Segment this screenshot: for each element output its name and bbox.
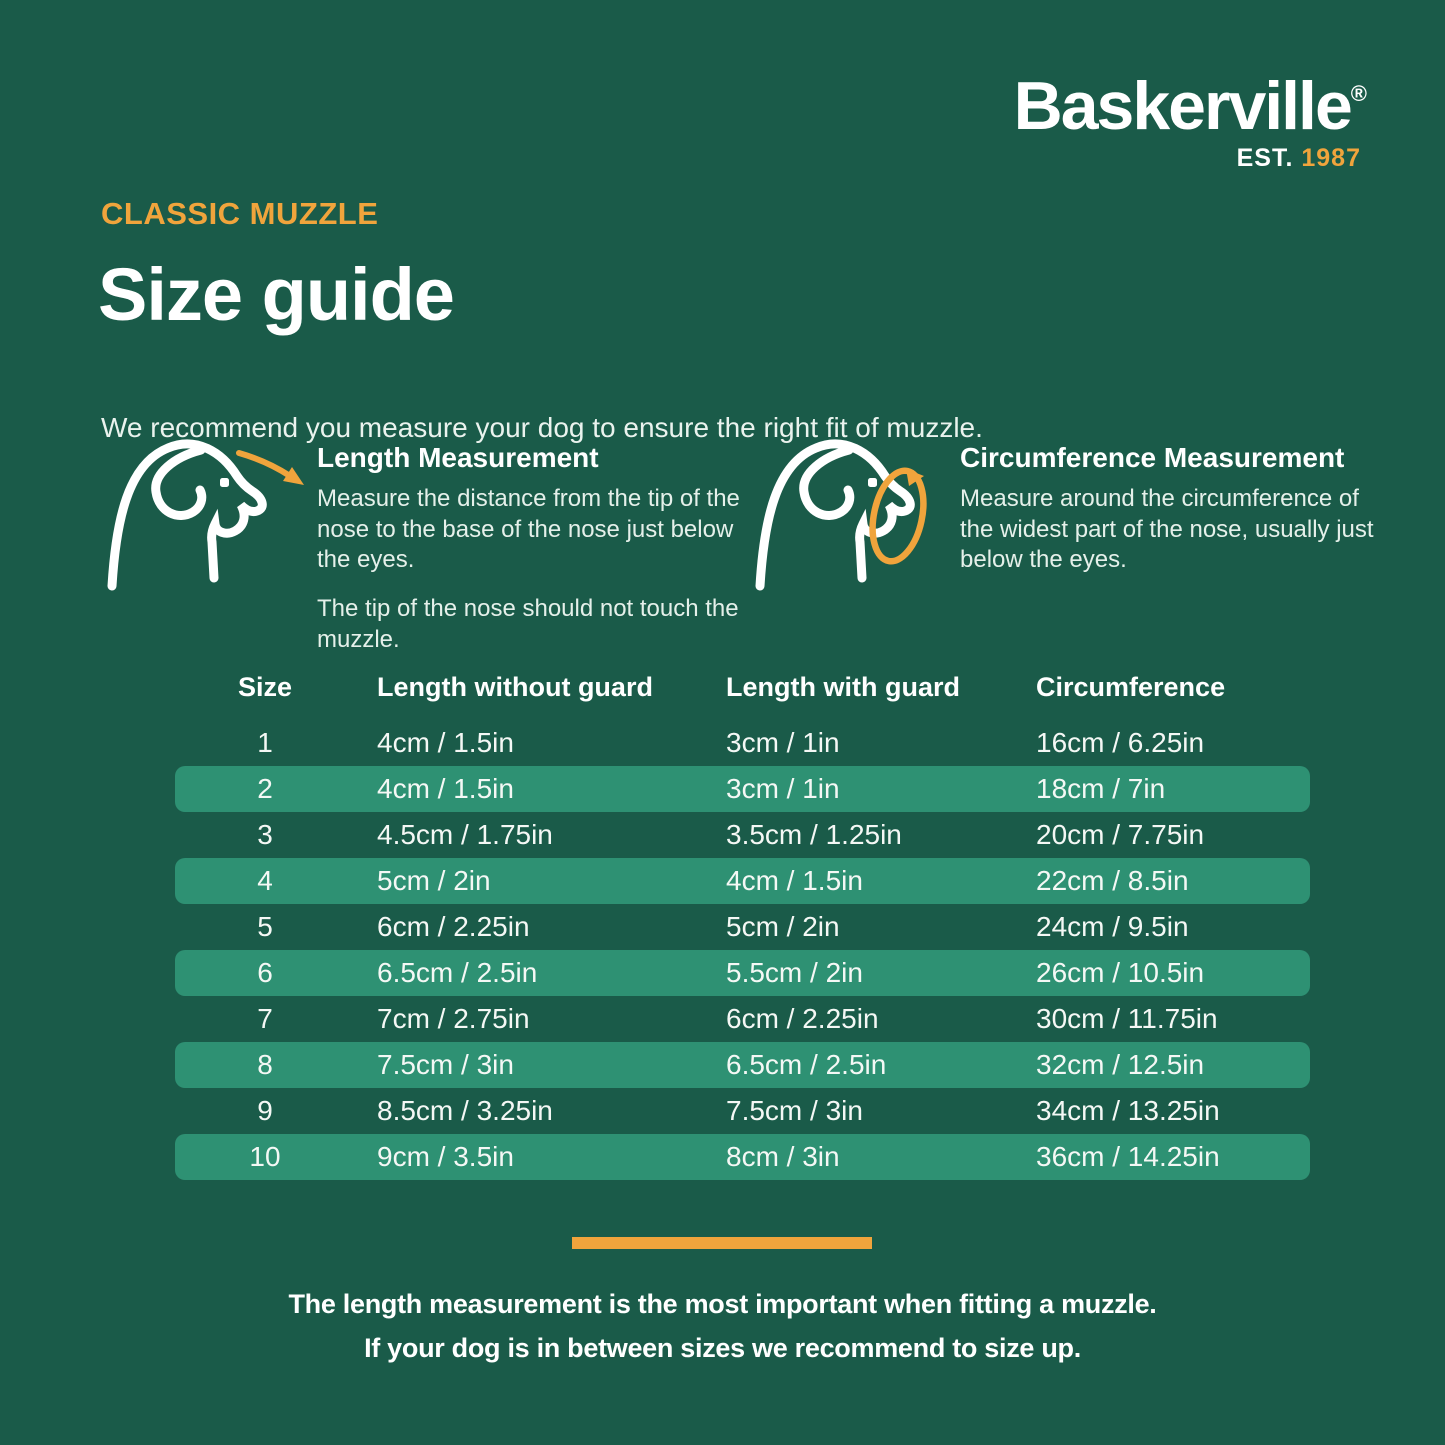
cell-length-without-guard: 6cm / 2.25in (377, 911, 530, 942)
cell-length-with-guard: 8cm / 3in (726, 1141, 840, 1172)
column-header-circumference: Circumference (1036, 671, 1226, 702)
table-row (175, 812, 1310, 858)
brand-logo (1013, 68, 1367, 173)
cell-length-without-guard: 4cm / 1.5in (377, 773, 514, 804)
cell-length-with-guard: 5cm / 2in (726, 911, 840, 942)
cell-size: 7 (257, 1003, 273, 1034)
circumference-measurement-section (960, 442, 1390, 594)
table-row (175, 996, 1310, 1042)
cell-size: 5 (257, 911, 273, 942)
cell-size: 2 (257, 773, 273, 804)
circumference-measurement-heading: Circumference Measurement (960, 442, 1345, 473)
cell-length-with-guard: 7.5cm / 3in (726, 1095, 863, 1126)
cell-length-with-guard: 3cm / 1in (726, 727, 840, 758)
registered-trademark-symbol: ® (1350, 81, 1367, 106)
cell-length-with-guard: 6.5cm / 2.5in (726, 1049, 887, 1080)
brand-name-text: Baskerville (1013, 68, 1351, 144)
size-table-header-row (175, 665, 1310, 709)
table-row (175, 1088, 1310, 1134)
est-year: 1987 (1301, 144, 1361, 172)
cell-size: 8 (257, 1049, 273, 1080)
table-row (175, 950, 1310, 996)
est-label: EST. (1236, 144, 1302, 172)
cell-circumference: 16cm / 6.25in (1036, 727, 1205, 758)
footer-note (0, 1283, 1445, 1370)
table-row (175, 904, 1310, 950)
cell-circumference: 34cm / 13.25in (1036, 1095, 1220, 1126)
length-measurement-heading: Length Measurement (317, 442, 599, 473)
circumference-measurement-paragraph: Measure around the circumference of the widest part of the nose, usually just below the eyes. (960, 485, 1374, 574)
dog-head-circumference-loop-icon (752, 428, 972, 598)
table-row (175, 1042, 1310, 1088)
cell-length-without-guard: 6.5cm / 2.5in (377, 957, 538, 988)
size-table-rows (175, 720, 1310, 1180)
cell-circumference: 30cm / 11.75in (1036, 1003, 1218, 1034)
length-measurement-section (317, 442, 747, 674)
cell-length-with-guard: 6cm / 2.25in (726, 1003, 879, 1034)
cell-length-without-guard: 4.5cm / 1.75in (377, 819, 553, 850)
cell-length-without-guard: 8.5cm / 3.25in (377, 1095, 553, 1126)
column-header-length-without-guard: Length without guard (377, 671, 653, 702)
footer-accent-divider (572, 1237, 872, 1249)
cell-length-with-guard: 3cm / 1in (726, 773, 840, 804)
cell-size: 10 (249, 1141, 281, 1172)
brand-logo-wordmark (1013, 68, 1367, 144)
dog-head-length-arrow-icon (104, 428, 324, 598)
cell-circumference: 22cm / 8.5in (1036, 865, 1189, 896)
cell-circumference: 36cm / 14.25in (1036, 1141, 1220, 1172)
cell-circumference: 32cm / 12.5in (1036, 1049, 1205, 1080)
product-eyebrow-label: CLASSIC MUZZLE (101, 196, 379, 231)
table-row (175, 766, 1310, 812)
cell-length-without-guard: 4cm / 1.5in (377, 727, 514, 758)
footer-note-line-1: The length measurement is the most important when fitting a muzzle. (288, 1289, 1157, 1319)
cell-circumference: 26cm / 10.5in (1036, 957, 1205, 988)
cell-length-with-guard: 4cm / 1.5in (726, 865, 863, 896)
page-subtitle: We recommend you measure your dog to ensure the right fit of muzzle. (101, 412, 983, 443)
column-header-length-with-guard: Length with guard (726, 671, 960, 702)
cell-length-with-guard: 3.5cm / 1.25in (726, 819, 902, 850)
table-row (175, 1134, 1310, 1180)
cell-circumference: 24cm / 9.5in (1036, 911, 1189, 942)
cell-size: 3 (257, 819, 273, 850)
size-table (175, 665, 1310, 1180)
cell-size: 9 (257, 1095, 273, 1126)
page-title: Size guide (98, 253, 454, 336)
cell-size: 6 (257, 957, 273, 988)
brand-established-line (1014, 144, 1361, 173)
cell-circumference: 20cm / 7.75in (1036, 819, 1205, 850)
length-measurement-paragraph-2: The tip of the nose should not touch the muzzle. (317, 595, 739, 653)
cell-length-without-guard: 5cm / 2in (377, 865, 491, 896)
length-measurement-paragraph-1: Measure the distance from the tip of the nose to the base of the nose just below the eyes. (317, 485, 740, 574)
cell-circumference: 18cm / 7in (1036, 773, 1166, 804)
cell-size: 4 (257, 865, 273, 896)
column-header-size: Size (237, 671, 293, 702)
cell-length-without-guard: 7cm / 2.75in (377, 1003, 530, 1034)
cell-length-without-guard: 9cm / 3.5in (377, 1141, 514, 1172)
cell-length-without-guard: 7.5cm / 3in (377, 1049, 514, 1080)
footer-note-line-2: If your dog is in between sizes we recommend to size up. (364, 1332, 1081, 1363)
cell-size: 1 (257, 727, 273, 758)
cell-length-with-guard: 5.5cm / 2in (726, 957, 863, 988)
table-row (175, 858, 1310, 904)
table-row (175, 720, 1310, 766)
